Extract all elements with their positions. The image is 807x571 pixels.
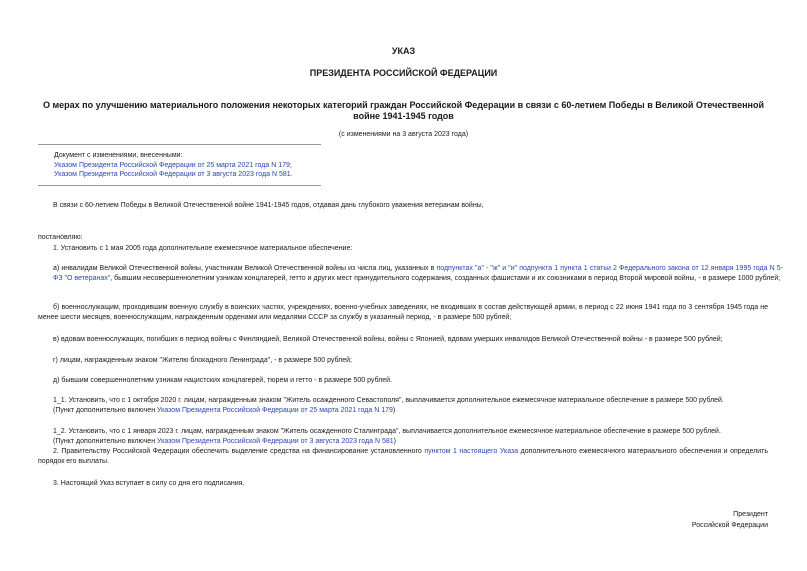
paragraph-1-reference-link[interactable]: пунктом 1 настоящего Указа	[424, 448, 519, 455]
paragraph-1a-text: а) инвалидам Великой Отечественной войны, участникам Великой Отечественной войны из числа лиц, указанных в	[53, 265, 437, 272]
paragraph-1-1: 1_1. Установить, что с 1 октября 2020 г. лицам, награжденным знаком "Житель осажденного Севастополя", выплачивается дополнительное ежемесячное материальное обеспечение в размере 500 рублей.	[53, 397, 724, 404]
document-title-line2: войне 1941-1945 годов	[353, 111, 454, 121]
note-prefix: (Пункт дополнительно включен	[53, 407, 158, 414]
revision-note: (с изменениями на 3 августа 2023 года)	[338, 131, 469, 138]
paragraph-1g: г) лицам, награжденным знаком "Жителю блокадного Ленинграда", - в размере 500 рублей;	[53, 357, 352, 364]
changes-box-top-rule	[38, 144, 321, 145]
paragraph-1a	[38, 264, 783, 284]
paragraph-2-text-end: дополнительного ежемесячного материального обеспечения и определить порядок его выплаты.	[38, 448, 769, 465]
changes-box-bottom-rule	[38, 185, 321, 186]
paragraph-2	[38, 447, 768, 467]
document-title-line1: О мерах по улучшению материального положения некоторых категорий граждан Российской Федерации в связи с 60-летием Победы в Великой Отечественной	[43, 100, 764, 110]
amendment-link-2021[interactable]: Указом Президента Российской Федерации от 25 марта 2021 года N 179	[157, 407, 393, 414]
paragraph-1a-text-end: , бывшим несовершеннолетним узникам концлагерей, гетто и других мест принудительного содержания, созданных фашистами и их союзниками в период Второй мировой войны, - в размере 1000 рублей;	[110, 275, 781, 282]
law-reference-link[interactable]: подпунктах "а" - "ж" и "и" подпункта 1 пункта 1 статьи 2 Федерального закона от 12 января 1995 года N 5-ФЗ "О ветеранах"	[53, 265, 783, 282]
paragraph-1-2: 1_2. Установить, что с 1 января 2023 г. лицам, награжденным знаком "Житель осажденного Сталинграда", выплачивается дополнительное ежемесячное материальное обеспечение в размере 500 рублей.	[53, 428, 721, 435]
paragraph-3: 3. Настоящий Указ вступает в силу со дня его подписания.	[53, 480, 245, 487]
decree-issuer: ПРЕЗИДЕНТА РОССИЙСКОЙ ФЕДЕРАЦИИ	[309, 68, 498, 78]
paragraph-1b: б) военнослужащим, проходившим военную службу в воинских частях, учреждениях, военно-учебных заведениях, не входивших в состав действующей армии, в период с 22 июня 1941 года по 3 сентября 1945 года не менее шести месяцев, военнослужащим, награжденным орденами или медалями СССР за службу в указанный период, - в размере 500 рублей;	[38, 304, 768, 321]
paragraph-1: 1. Установить с 1 мая 2005 года дополнительное ежемесячное материальное обеспечение:	[53, 245, 353, 252]
preamble: В связи с 60-летием Победы в Великой Отечественной войне 1941-1945 годов, отдавая дань глубокого уважения ветеранам войны,	[53, 202, 484, 209]
paragraph-2-text: 2. Правительству Российской Федерации обеспечить выделение средства на финансирование установленного	[53, 448, 425, 455]
decree-title: УКАЗ	[391, 46, 416, 56]
note-prefix: (Пункт дополнительно включен	[53, 438, 158, 445]
changes-link-2021[interactable]: Указом Президента Российской Федерации от 25 марта 2021 года N 179;	[54, 161, 292, 169]
paragraph-1d: д) бывшим совершеннолетним узникам нацистских концлагерей, тюрем и гетто - в размере 500 рублей.	[53, 377, 393, 384]
paragraph-1v: в) вдовам военнослужащих, погибших в период войны с Финляндией, Великой Отечественной войны, войны с Японией, вдовам умерших инвалидов Великой Отечественной войны - в размере 500 рублей;	[53, 336, 723, 343]
paragraph-1-1-note	[38, 406, 783, 416]
amendment-link-2023[interactable]: Указом Президента Российской Федерации от 3 августа 2023 года N 581	[157, 438, 394, 445]
changes-link-2023[interactable]: Указом Президента Российской Федерации от 3 августа 2023 года N 581.	[54, 171, 293, 178]
decree-word: постановляю:	[38, 234, 83, 241]
note-suffix: )	[393, 438, 396, 445]
signature-title: Президент	[733, 511, 768, 518]
changes-box	[54, 151, 293, 180]
note-suffix: )	[392, 407, 396, 414]
paragraph-1-2-note	[38, 437, 783, 447]
signature-org: Российской Федерации	[691, 522, 768, 529]
changes-box-intro: Документ с изменениями, внесенными:	[54, 152, 183, 159]
